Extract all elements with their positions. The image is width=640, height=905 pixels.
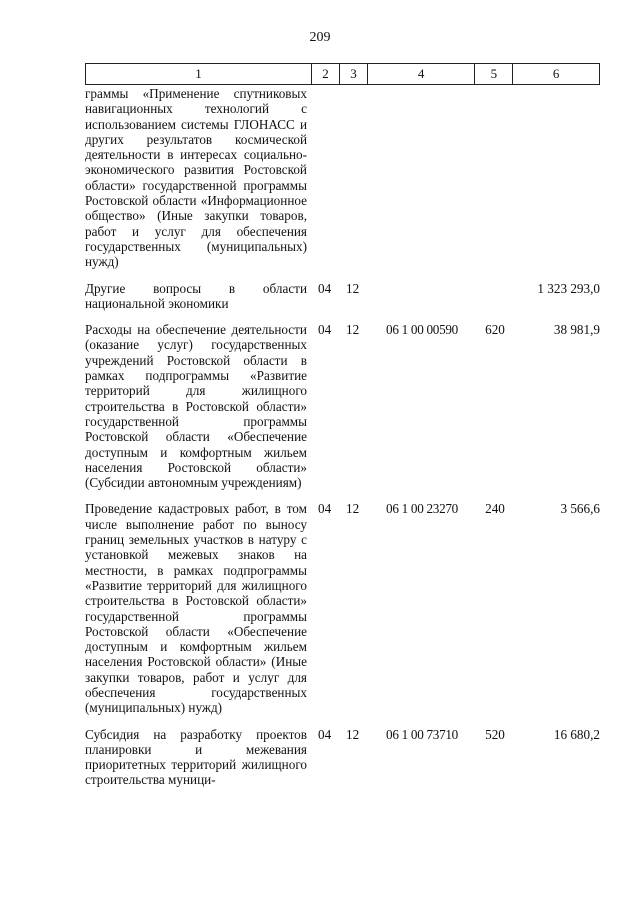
row-expense-type: 520 [485,726,505,742]
header-col-1: 1 [86,64,312,84]
table-row [85,727,600,788]
row-target-code: 06 1 00 73710 [386,726,458,742]
row-subsection [340,86,368,270]
header-col-6: 6 [552,66,560,81]
row-section: 04 [318,726,332,742]
row-subsection: 12 [346,322,360,338]
row-name: Проведение кадастровых работ, в том числе выполнение работ по выносу границ земельных участков в натуру с установкой межевых знаков на местности, в рамках подпрограммы «Развитие территорий для жилищного строительства в Ростовской области» государственной программы Ростовской области «Обеспечение доступным и комфортным жильем населения Ростовской области» (Иные закупки товаров, работ и услуг для обеспечения государственных (муниципальных) нужд) [85,501,307,716]
row-target-code [368,86,476,270]
row-target-code: 06 1 00 23270 [386,501,458,517]
row-expense-type: 620 [485,322,505,338]
header-col-4: 4 [368,64,476,84]
table-row [85,281,600,312]
page-number: 209 [309,30,331,45]
row-section: 04 [318,322,332,338]
row-subsection: 12 [346,726,360,742]
header-col-5: 5 [475,64,513,84]
budget-table-body [85,86,600,799]
row-name: Субсидия на разработку проектов планировки и межевания приоритетных территорий жилищного строительства муници- [85,726,307,788]
row-amount: 3 566,6 [560,501,600,517]
row-expense-type [476,86,514,270]
row-section: 04 [318,501,332,517]
row-name: граммы «Применение спутниковых навигационных технологий с использованием системы ГЛОНАСС и других результатов космической деятельности в интересах социально-экономического развития Ростовской области» государственной программы Ростовской области «Информационное общество» (Иные закупки товаров, работ и услуг для обеспечения государственных (муниципальных) нужд) [85,86,307,270]
row-expense-type [476,281,514,312]
table-header [85,63,600,85]
table-row [85,322,600,490]
row-amount [514,86,600,270]
header-col-3: 3 [340,64,368,84]
row-target-code [368,281,476,312]
row-amount: 16 680,2 [553,726,600,742]
row-section [312,86,340,270]
row-name: Другие вопросы в области национальной экономики [85,280,307,311]
row-amount: 38 981,9 [553,322,600,338]
table-row [85,86,600,270]
row-name: Расходы на обеспечение деятельности (оказание услуг) государственных учреждений Ростовской области в рамках подпрограммы «Развитие территорий для жилищного строительства в Ростовской области» государственной программы Ростовской области «Обеспечение доступным и комфортным жильем населения Ростовской области» (Субсидии автономным учреждениям) [85,322,307,491]
row-target-code: 06 1 00 00590 [386,322,458,338]
row-section: 04 [318,280,332,296]
row-subsection: 12 [346,280,360,296]
row-subsection: 12 [346,501,360,517]
row-amount: 1 323 293,0 [537,280,600,296]
header-col-2: 2 [312,64,340,84]
table-row [85,501,600,715]
row-expense-type: 240 [485,501,505,517]
